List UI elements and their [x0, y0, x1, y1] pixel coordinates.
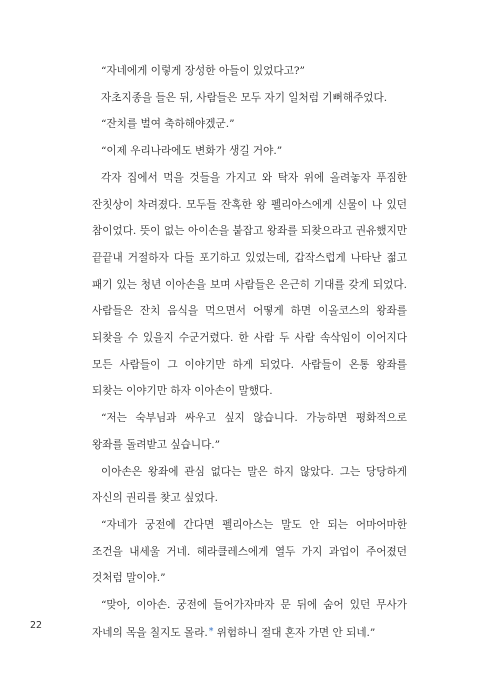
- paragraph-2: 자초지종을 들은 뒤, 사람들은 모두 자기 일처럼 기뻐해주었다.: [101, 91, 388, 104]
- paragraph-4: “이제 우리나라에도 변화가 생길 거야.”: [101, 145, 283, 158]
- paragraph-9-text-after: 위험하니 절대 혼자 가면 안 되네.”: [213, 626, 376, 639]
- footnote-marker[interactable]: *: [208, 626, 214, 637]
- paragraph-3: “잔치를 벌여 축하해야겠군.”: [101, 118, 235, 131]
- body-text: [92, 58, 407, 646]
- paragraph-9: [92, 592, 407, 646]
- paragraph-8: “자네가 궁전에 간다면 펠리아스는 말도 안 되는 어마어마한 조건을 내세울 거네. 헤라클레스에게 열두 가지 과업이 주어졌던 것처럼 말이야.”: [92, 518, 407, 585]
- paragraph-5: 각자 집에서 먹을 것들을 가지고 와 탁자 위에 올려놓자 푸짐한 잔칫상이 차려졌다. 모두들 잔혹한 왕 펠리아스에게 신물이 나 있던 참이었다. 뜻이 없는 아이손을 붙잡고 왕좌를 되찾으라고 권유했지만 끝끝내 거절하자 다들 포기하고 있었는데, 갑작스럽게 나타난 젊고 패기 있는 청년 이아손을 보며 사람들은 은근히 기대를 갖게 되었다. 사람들은 잔치 음식을 먹으면서 어떻게 하면 이올코스의 왕좌를 되찾을 수 있을지 수군거렸다. 한 사람 두 사람 속삭임이 이어지다 모든 사람들이 그 이야기만 하게 되었다. 사람들이 온통 왕좌를 되찾는 이야기만 하자 이아손이 말했다.: [92, 171, 407, 398]
- page-number: 22: [30, 620, 43, 631]
- paragraph-9-text: “맞아, 이아손. 궁전에 들어가자마자 문 뒤에 숨어 있던 무사가 자네의 목을 칠지도 몰라.: [92, 599, 407, 639]
- paragraph-6: “저는 숙부님과 싸우고 싶지 않습니다. 가능하면 평화적으로 왕좌를 돌려받고 싶습니다.”: [92, 412, 407, 451]
- paragraph-1: “자네에게 이렇게 장성한 아들이 있었다고?”: [101, 65, 305, 77]
- paragraph-7: 이아손은 왕좌에 관심 없다는 말은 하지 않았다. 그는 당당하게 자신의 권리를 찾고 싶었다.: [92, 465, 407, 505]
